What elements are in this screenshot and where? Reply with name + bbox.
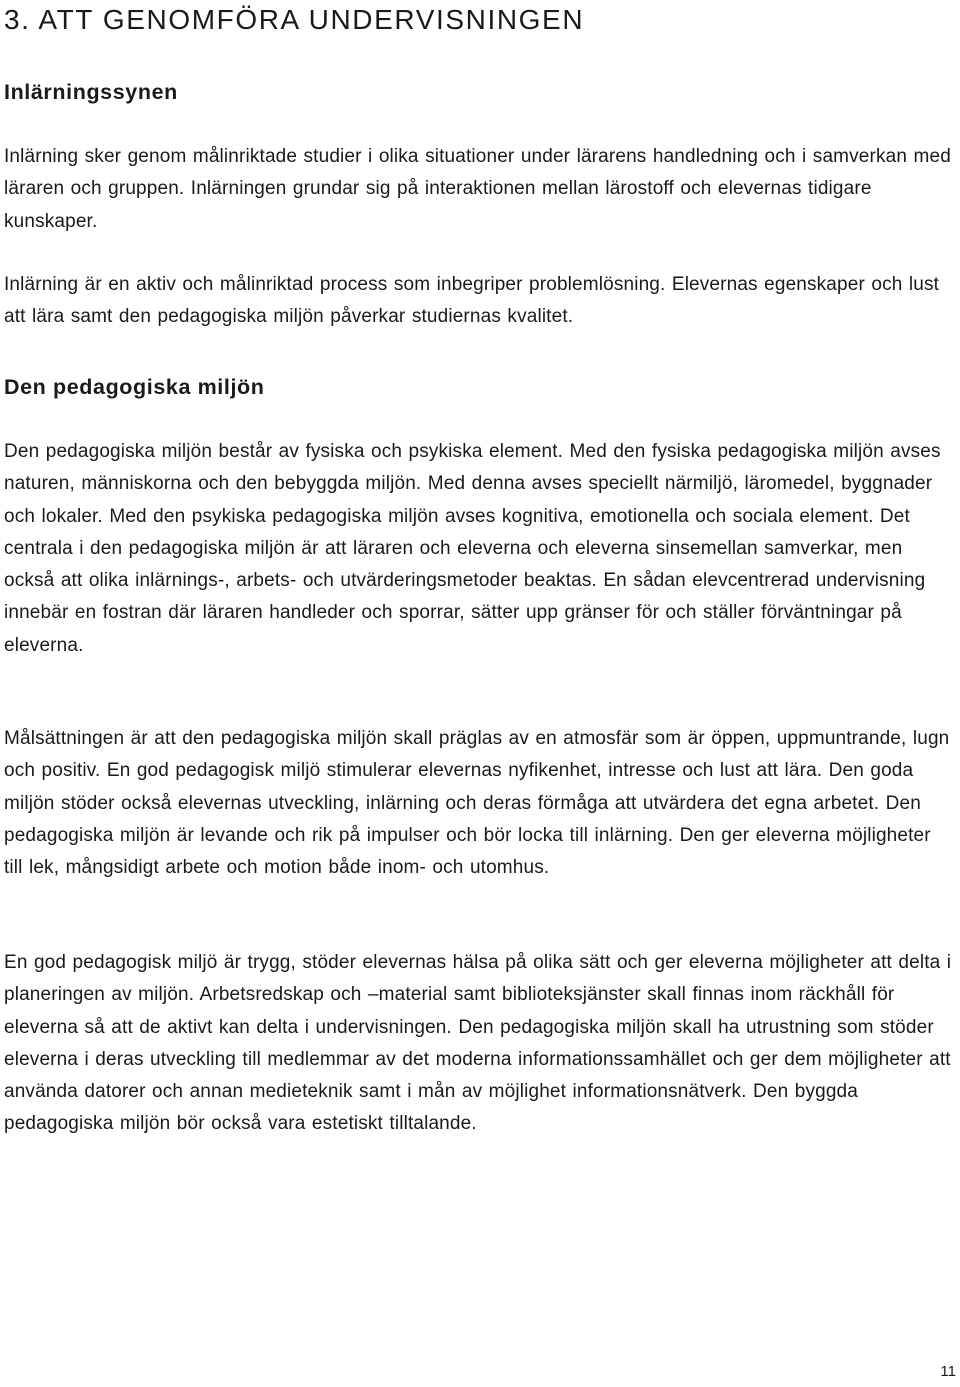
paragraph: Inlärning sker genom målinriktade studier i olika situationer under lärarens handledning och i samverkan med läraren och gruppen. Inlärningen grundar sig på interaktionen mellan lärostoff och elevernas tidigare kunskaper. (4, 146, 951, 232)
paragraph: Målsättningen är att den pedagogiska miljön skall präglas av en atmosfär som är öppen, uppmuntrande, lugn och positiv. En god pedagogisk miljö stimulerar elevernas nyfikenhet, intresse och lust att lära. Den goda miljön stöder också elevernas utveckling, inlärning och deras förmåga att utvärdera det egna arbetet. Den pedagogiska miljön är levande och rik på impulser och bör locka till inlärning. Den ger eleverna möjligheter till lek, mångsidigt arbete och motion både inom- och utomhus. (4, 728, 950, 879)
section-heading-inlarningssynen: Inlärningssynen (4, 80, 178, 104)
paragraph: En god pedagogisk miljö är trygg, stöder elevernas hälsa på olika sätt och ger eleverna möjligheter att delta i planeringen av miljön. Arbetsredskap och –material samt biblioteksjänster skall finnas inom räckhåll för eleverna så att de aktivt kan delta i undervisningen. Den pedagogiska miljön skall ha utrustning som stöder eleverna i deras utveckling till medlemmar av det moderna informationssamhället och ger dem möjligheter att använda datorer och annan medieteknik samt i mån av möjlighet informationsnätverk. Den byggda pedagogiska miljön bör också vara estetiskt tilltalande. (4, 952, 952, 1135)
page-number: 11 (940, 1363, 956, 1380)
paragraph: Inlärning är en aktiv och målinriktad process som inbegriper problemlösning. Elevernas egenskaper och lust att lära samt den pedagogiska miljön påverkar studiernas kvalitet. (4, 274, 940, 328)
section-heading-pedagogiska-miljon: Den pedagogiska miljön (4, 375, 265, 399)
paragraph: Den pedagogiska miljön består av fysiska och psykiska element. Med den fysiska pedagogiska miljön avses naturen, människorna och den bebyggda miljön. Med denna avses speciellt närmiljö, läromedel, byggnader och lokaler. Med den psykiska pedagogiska miljön avses kognitiva, emotionella och sociala element. Det centrala i den pedagogiska miljön är att läraren och eleverna och eleverna sinsemellan samverkar, men också att olika inlärnings-, arbets- och utvärderingsmetoder beaktas. En sådan elevcentrerad undervisning innebär en fostran där läraren handleder och sporrar, sätter upp gränser för och ställer förväntningar på eleverna. (4, 441, 941, 656)
chapter-title: 3. ATT GENOMFÖRA UNDERVISNINGEN (4, 4, 585, 35)
